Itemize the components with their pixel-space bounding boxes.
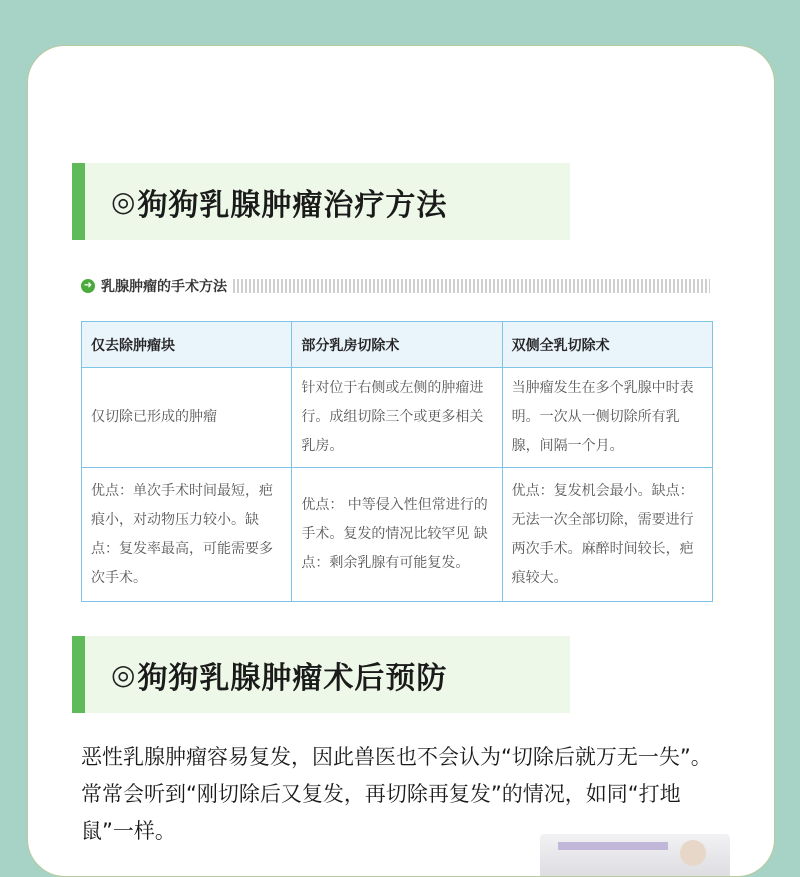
- table-cell: 优点： 中等侵入性但常进行的手术。复发的情况比较罕见 缺点：剩余乳腺有可能复发。: [292, 468, 502, 602]
- table-header-cell: 双侧全乳切除术: [502, 322, 712, 368]
- subheading-surgery-methods: [81, 276, 710, 296]
- product-image: [540, 834, 730, 877]
- table-row: [82, 368, 713, 468]
- subheading-label: 乳腺肿瘤的手术方法: [101, 279, 227, 295]
- table-cell: 当肿瘤发生在多个乳腺中时表明。一次从一侧切除所有乳腺，间隔一个月。: [502, 368, 712, 468]
- section-heading-treatment: [72, 163, 570, 240]
- table-cell: 针对位于右侧或左侧的肿瘤进行。成组切除三个或更多相关乳房。: [292, 368, 502, 468]
- table-header-cell: 部分乳房切除术: [292, 322, 502, 368]
- table-cell: 优点：复发机会最小。缺点：无法一次全部切除，需要进行两次手术。麻醉时间较长，疤痕较大。: [502, 468, 712, 602]
- table-header-cell: 仅去除肿瘤块: [82, 322, 292, 368]
- product-circle: [680, 840, 706, 866]
- surgery-methods-table: [81, 321, 713, 602]
- circle-bullet-icon: ◎: [111, 658, 136, 691]
- table-header-row: [82, 322, 713, 368]
- arrow-right-icon: ➜: [81, 279, 95, 293]
- content-card: [27, 45, 775, 877]
- product-stripe: [558, 842, 668, 850]
- body-paragraph: 恶性乳腺肿瘤容易复发，因此兽医也不会认为“切除后就万无一失”。常常会听到“刚切除后又复发，再切除再复发”的情况，如同“打地鼠”一样。: [81, 745, 712, 843]
- section-title: 狗狗乳腺肿瘤术后预防: [137, 660, 448, 696]
- section-title: 狗狗乳腺肿瘤治疗方法: [137, 187, 448, 223]
- section-heading-prevention: [72, 636, 570, 713]
- circle-bullet-icon: ◎: [111, 185, 136, 218]
- table-row: [82, 468, 713, 602]
- table-cell: 仅切除已形成的肿瘤: [82, 368, 292, 468]
- dotted-divider: [233, 279, 710, 293]
- table-cell: 优点：单次手术时间最短，疤痕小，对动物压力较小。缺点：复发率最高，可能需要多次手术。: [82, 468, 292, 602]
